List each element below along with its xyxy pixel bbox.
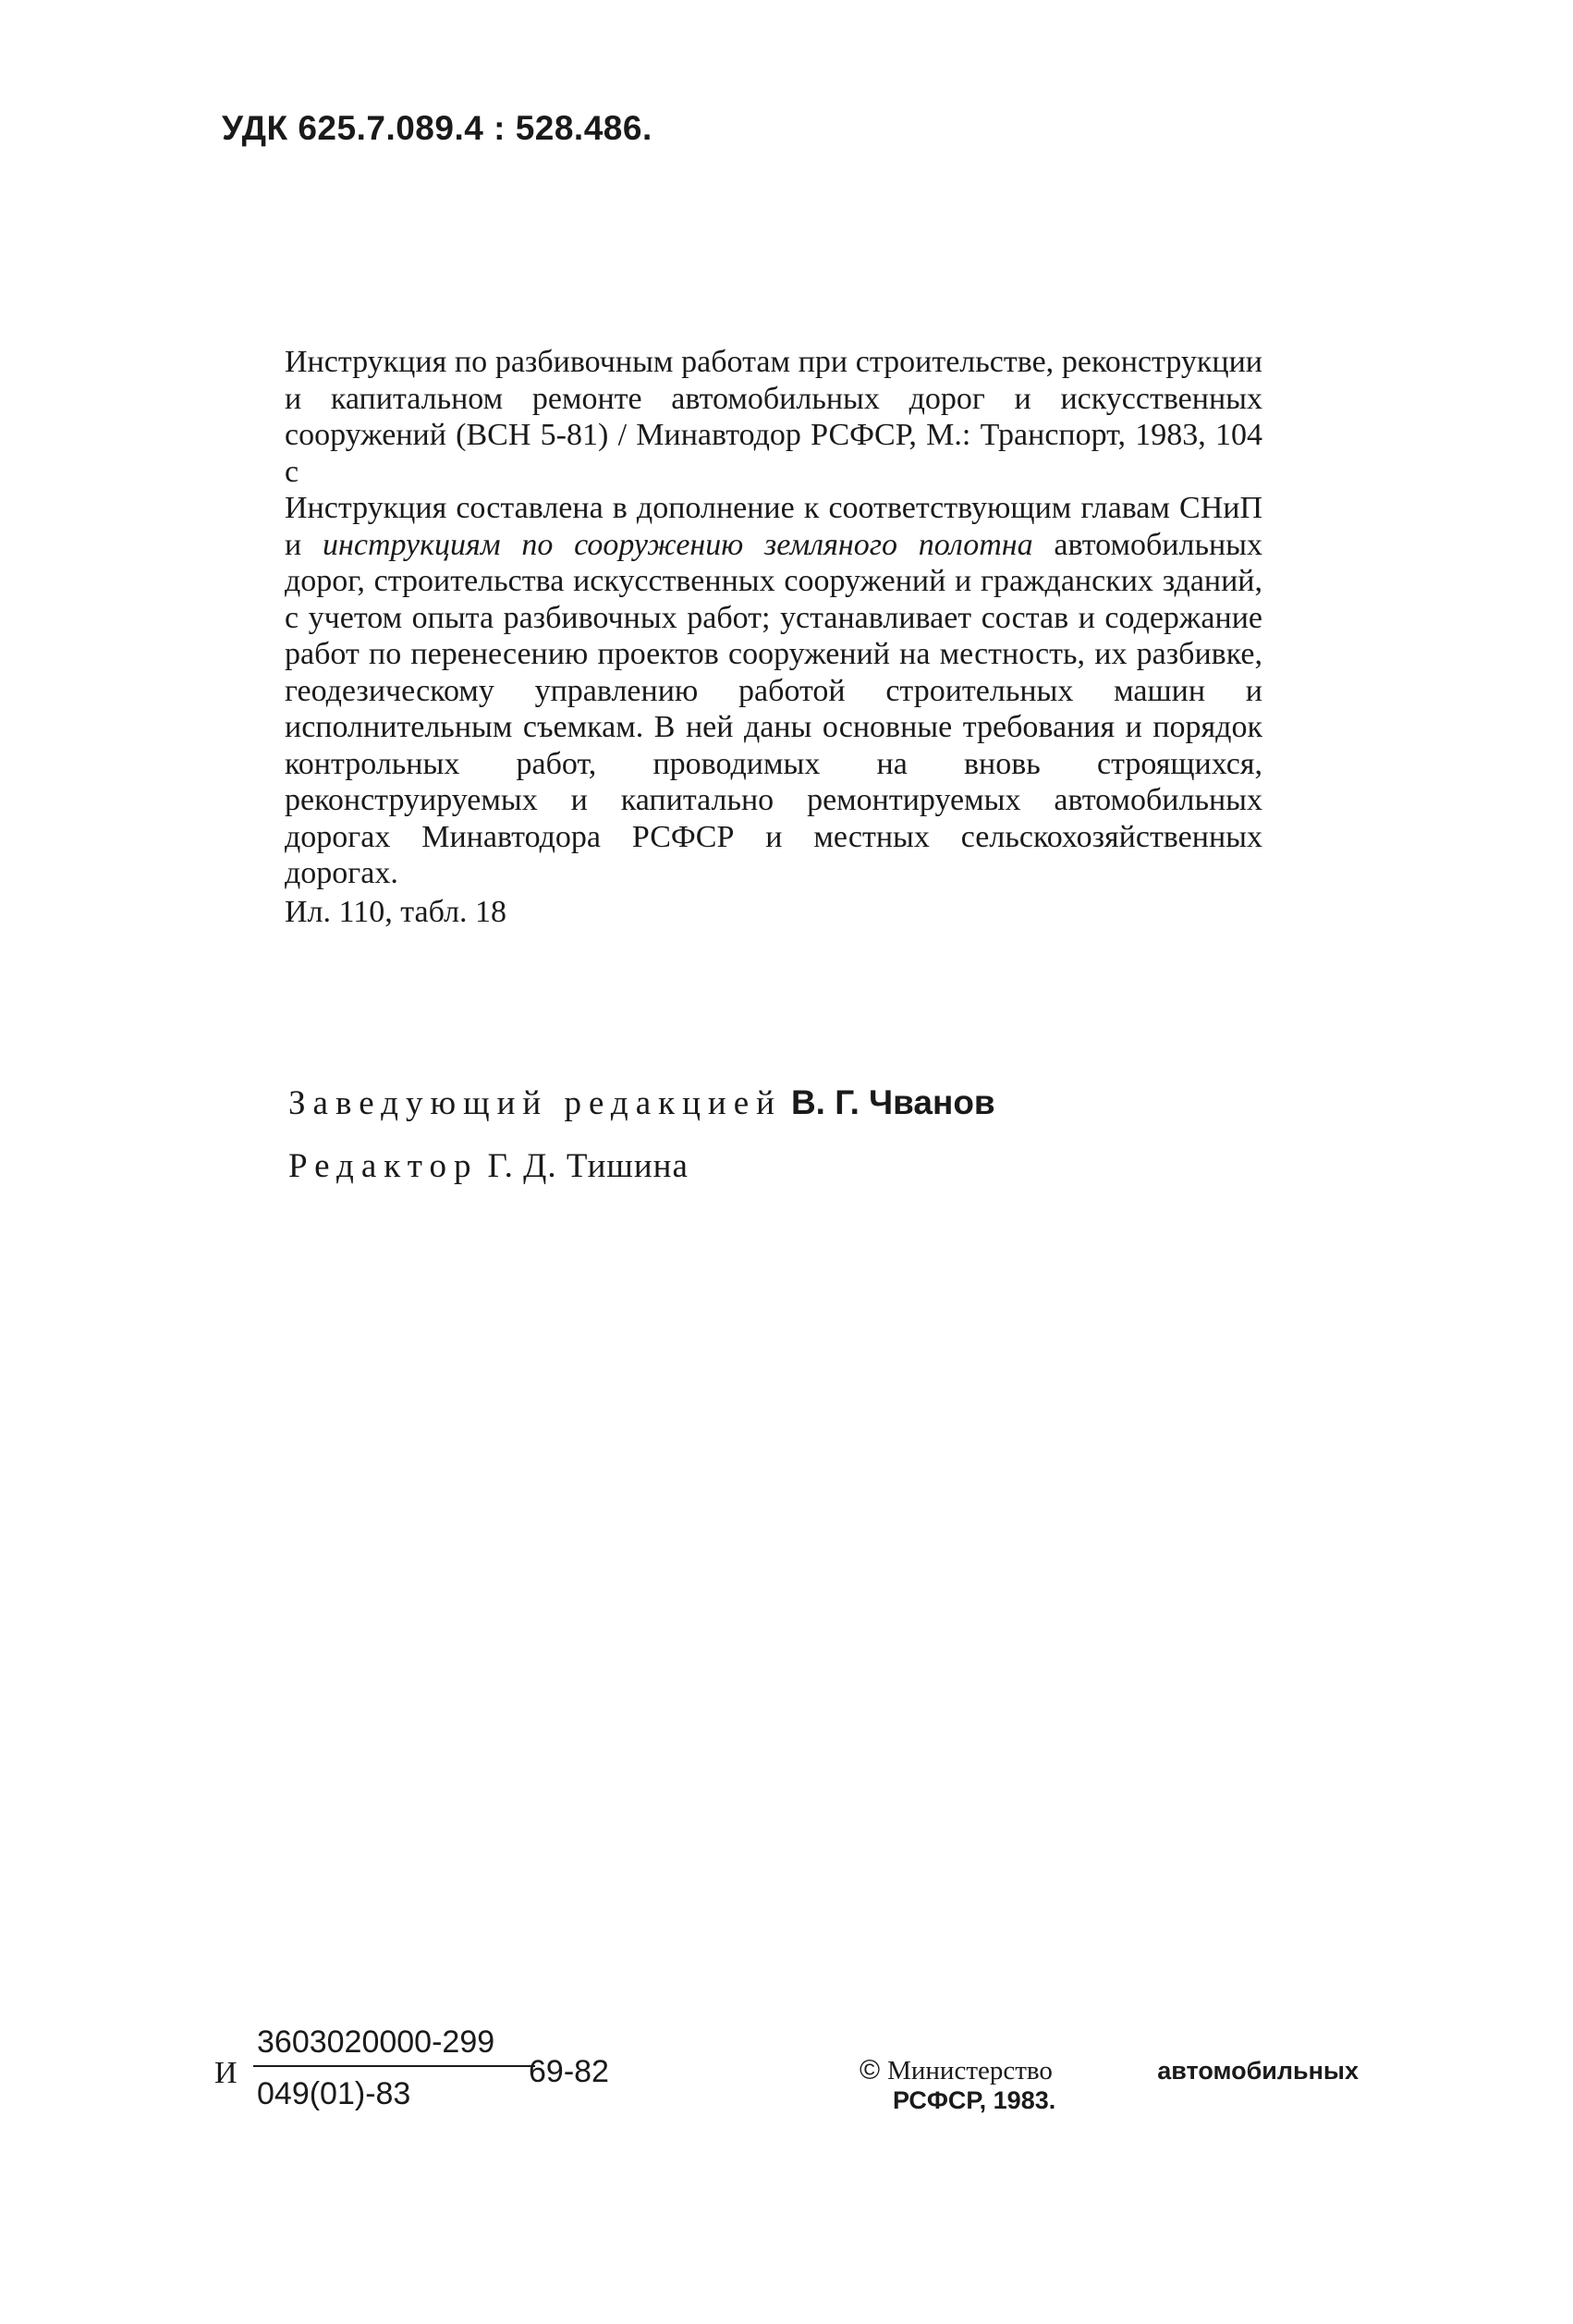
copyright-org-word1: Министерство (887, 2056, 1053, 2085)
fraction-line (253, 2065, 535, 2067)
copyright-symbol: © (860, 2055, 881, 2085)
head-editor-role: Заведующий редакцией (288, 1084, 782, 1122)
editor-credit (288, 1146, 689, 1186)
description-paragraph (285, 490, 1262, 892)
udk-classification: УДК 625.7.089.4 : 528.486. (222, 109, 652, 147)
description-italic: инструкциям по сооружению земляного полотна (322, 527, 1033, 562)
editor-role: Редактор (288, 1147, 479, 1185)
copyright-org-word2: автомобильных (1157, 2057, 1359, 2085)
head-editor-credit (288, 1083, 995, 1123)
illustrations-count: Ил. 110, табл. 18 (285, 894, 507, 929)
copyright-line-2: РСФСР, 1983. (893, 2086, 1056, 2114)
bibliographic-citation: Инструкция по разбивочным работам при строительстве, реконструкции и капитальном ремонте автомобильных дорог и искусственных сооружений (ВСН 5-81) / Минавтодор РСФСР, М.: Транспорт, 1983, 104 с (285, 345, 1262, 489)
imprint-code: 69-82 (529, 2054, 609, 2089)
imprint-denominator: 049(01)-83 (257, 2076, 411, 2111)
abstract-block (285, 344, 1262, 930)
head-editor-name: В. Г. Чванов (790, 1083, 995, 1121)
publication-imprint-code (214, 2024, 621, 2126)
editor-name: Г. Д. Тишина (487, 1147, 689, 1185)
description-start: Инструкция составлена в дополнение к соответствующим главам СНиП и (285, 491, 1262, 562)
copyright-line-1 (860, 2056, 1359, 2085)
description-end: автомобильных дорог, строительства искусственных сооружений и гражданских зданий, с учетом опыта разбивочных работ; устанавливает состав и содержание работ по перенесению проектов сооружений на местность, их разбивке, геодезическому управлению работой строительных машин и исполнительным съемкам. В ней даны основные требования и порядок контрольных работ, проводимых на вновь строящихся, реконструируемых и капитально ремонтируемых автомобильных дорогах Минавтодора РСФСР и местных сельскохозяйственных дорогах. (285, 527, 1262, 890)
imprint-numerator: 3603020000-299 (257, 2024, 495, 2060)
copyright-notice (860, 2056, 1359, 2115)
imprint-letter: И (214, 2056, 238, 2090)
